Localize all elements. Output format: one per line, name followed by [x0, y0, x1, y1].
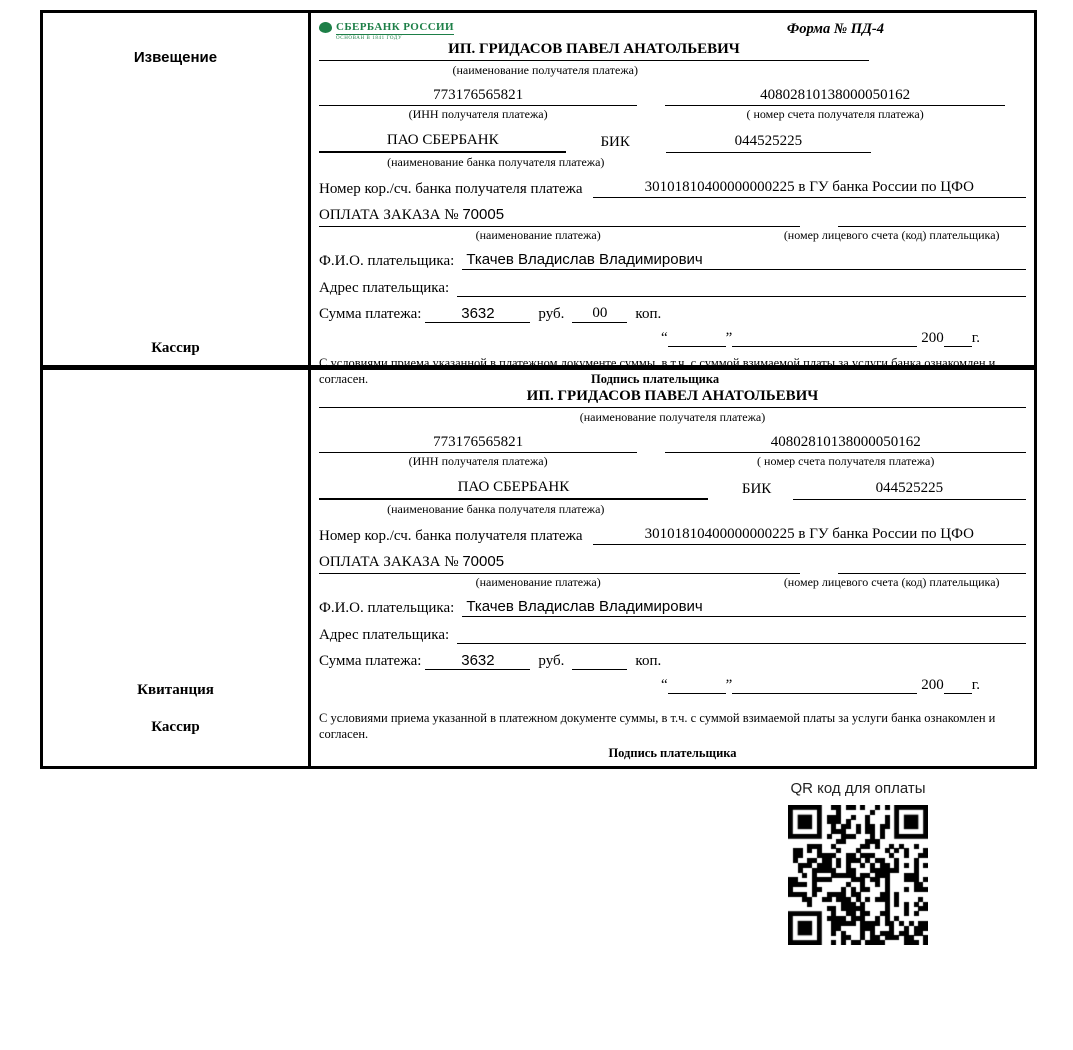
bik-label-2: БИК — [741, 481, 772, 497]
agreement-sentence-2: С условиями приема указанной в платежном документе суммы, в т.ч. с суммой взимаемой платы за услуги банка ознакомлен и согласен. — [319, 711, 996, 742]
recipient-name-label-2: (наименование получателя платежа) — [579, 410, 766, 424]
sberbank-logo-text — [336, 21, 454, 41]
notice-left-cell — [43, 13, 311, 365]
bik-value: 044525225 — [666, 133, 871, 153]
date-row — [319, 330, 980, 347]
account-value: 40802810138000050162 — [665, 87, 1004, 106]
bank-name-label: (наименование банка получателя платежа) — [387, 155, 605, 169]
amount-rub-value-2: 3632 — [425, 652, 530, 670]
payment-name-text-2: ОПЛАТА ЗАКАЗА № — [319, 554, 459, 570]
payment-name-text: ОПЛАТА ЗАКАЗА № — [319, 207, 459, 223]
amount-kop-value: 00 — [572, 305, 627, 323]
account-label: ( номер счета получателя платежа) — [746, 107, 924, 121]
fio-value: Ткачев Владислав Владимирович — [462, 251, 1026, 270]
amount-row — [319, 305, 1026, 323]
year-prefix: 200 — [921, 330, 944, 346]
date-month-blank-2 — [732, 693, 917, 694]
bik-value-2: 044525225 — [793, 480, 1026, 500]
sberbank-coin-icon — [319, 22, 332, 33]
receipt-left-labels — [137, 682, 214, 736]
order-number-2: 70005 — [462, 553, 505, 570]
date-row-2 — [319, 677, 980, 694]
pd4-form — [40, 10, 1037, 769]
receipt-section — [43, 370, 1034, 766]
fio-row-2 — [319, 598, 1026, 617]
notice-section — [43, 13, 1034, 387]
fio-label: Ф.И.О. плательщика: — [319, 253, 455, 269]
bank-name-label-2: (наименование банка получателя платежа) — [387, 502, 605, 516]
address-row-2 — [319, 625, 1026, 644]
fio-value-2: Ткачев Владислав Владимирович — [462, 598, 1026, 617]
corr-account-row-2 — [319, 526, 1026, 545]
bank-row — [319, 132, 1026, 153]
date-day-blank-2 — [668, 693, 726, 694]
payment-name-value-2 — [319, 553, 800, 574]
personal-account-label: (номер лицевого счета (код) плательщика) — [783, 228, 1000, 242]
year-prefix-2: 200 — [921, 677, 944, 693]
receipt-left-cell — [43, 370, 311, 766]
inn-value-2: 773176565821 — [319, 434, 637, 453]
amount-label: Сумма платежа: — [319, 306, 422, 322]
rub-label-2: руб. — [538, 653, 565, 669]
date-day-blank — [668, 346, 726, 347]
corr-account-label-2: Номер кор./сч. банка получателя платежа — [319, 528, 583, 544]
inn-account-values — [319, 87, 1026, 106]
address-row — [319, 278, 1026, 297]
bank-row-2 — [319, 479, 1026, 500]
quote-open-2: “ — [660, 677, 668, 693]
year-suffix: г. — [971, 330, 980, 346]
bank-brand-name: СБЕРБАНК РОССИИ — [336, 21, 454, 33]
bank-name-value-2: ПАО СБЕРБАНК — [319, 479, 708, 500]
receipt-cashier-label: Кассир — [151, 719, 200, 735]
bank-name-value: ПАО СБЕРБАНК — [319, 132, 566, 153]
corr-account-value-2: 30101810400000000225 в ГУ банка России по ЦФО — [593, 526, 1026, 545]
fio-label-2: Ф.И.О. плательщика: — [319, 600, 455, 616]
receipt-body — [311, 370, 1034, 766]
address-value-2 — [457, 625, 1026, 644]
quote-open: “ — [660, 330, 668, 346]
notice-body — [311, 13, 1034, 387]
kop-label-2: коп. — [635, 653, 662, 669]
amount-rub-value: 3632 — [425, 305, 530, 323]
year-blank-2 — [944, 693, 972, 694]
inn-account-labels-2 — [319, 454, 1026, 469]
payment-name-row — [319, 206, 1026, 227]
rub-label: руб. — [538, 306, 565, 322]
amount-kop-value-2 — [572, 653, 627, 670]
quote-close-2: ” — [725, 677, 733, 693]
payer-signature-label: Подпись плательщика — [591, 372, 720, 387]
recipient-name-2: ИП. ГРИДАСОВ ПАВЕЛ АНАТОЛЬЕВИЧ — [319, 388, 1026, 408]
recipient-name: ИП. ГРИДАСОВ ПАВЕЛ АНАТОЛЬЕВИЧ — [319, 41, 869, 61]
payment-name-label-2: (наименование платежа) — [475, 575, 601, 589]
agreement-text-2 — [319, 710, 1026, 743]
year-suffix-2: г. — [971, 677, 980, 693]
account-label-2: ( номер счета получателя платежа) — [757, 454, 935, 468]
agreement-sentence: С условиями приема указанной в платежном документе суммы, в т.ч. с суммой взимаемой платы за услуги банка ознакомлен и согласен. — [319, 356, 996, 387]
personal-account-blank — [838, 226, 1026, 227]
sberbank-logo — [319, 21, 454, 41]
kop-label: коп. — [635, 306, 662, 322]
payment-name-row-2 — [319, 553, 1026, 574]
inn-label: (ИНН получателя платежа) — [408, 107, 548, 121]
qr-label: QR код для оплаты — [790, 780, 926, 797]
qr-code — [788, 805, 928, 945]
bank-brand-tagline: ОСНОВАН В 1841 ГОДУ — [336, 36, 403, 41]
address-value — [457, 278, 1026, 297]
recipient-name-label: (наименование получателя платежа) — [452, 63, 638, 77]
corr-account-label: Номер кор./сч. банка получателя платежа — [319, 181, 583, 197]
fio-row — [319, 251, 1026, 270]
receipt-title: Квитанция — [137, 682, 214, 698]
form-number: Форма № ПД-4 — [786, 21, 884, 37]
bank-label-row-2 — [319, 502, 1026, 517]
date-month-blank — [732, 346, 917, 347]
payment-name-label: (наименование платежа) — [475, 228, 601, 242]
inn-value: 773176565821 — [319, 87, 637, 106]
notice-cashier-label: Кассир — [151, 340, 200, 356]
payment-labels-row — [319, 228, 1026, 243]
amount-row-2 — [319, 652, 1026, 670]
payment-name-value — [319, 206, 800, 227]
corr-account-value: 30101810400000000225 в ГУ банка России по ЦФО — [593, 179, 1026, 198]
notice-header-row — [319, 21, 1026, 41]
qr-section — [782, 780, 934, 945]
bank-label-row — [319, 155, 1026, 170]
amount-label-2: Сумма платежа: — [319, 653, 422, 669]
inn-account-values-2 — [319, 434, 1026, 453]
inn-account-labels — [319, 107, 1026, 122]
year-blank — [944, 346, 972, 347]
inn-label-2: (ИНН получателя платежа) — [408, 454, 548, 468]
notice-title: Извещение — [133, 49, 218, 66]
personal-account-blank-2 — [838, 573, 1026, 574]
account-value-2: 40802810138000050162 — [665, 434, 1026, 453]
address-label: Адрес плательщика: — [319, 280, 450, 296]
personal-account-label-2: (номер лицевого счета (код) плательщика) — [783, 575, 1000, 589]
address-label-2: Адрес плательщика: — [319, 627, 450, 643]
order-number: 70005 — [462, 206, 505, 223]
payer-signature-label-2: Подпись плательщика — [608, 745, 737, 760]
quote-close: ” — [725, 330, 733, 346]
payment-labels-row-2 — [319, 575, 1026, 590]
bik-label: БИК — [600, 134, 630, 150]
corr-account-row — [319, 179, 1026, 198]
